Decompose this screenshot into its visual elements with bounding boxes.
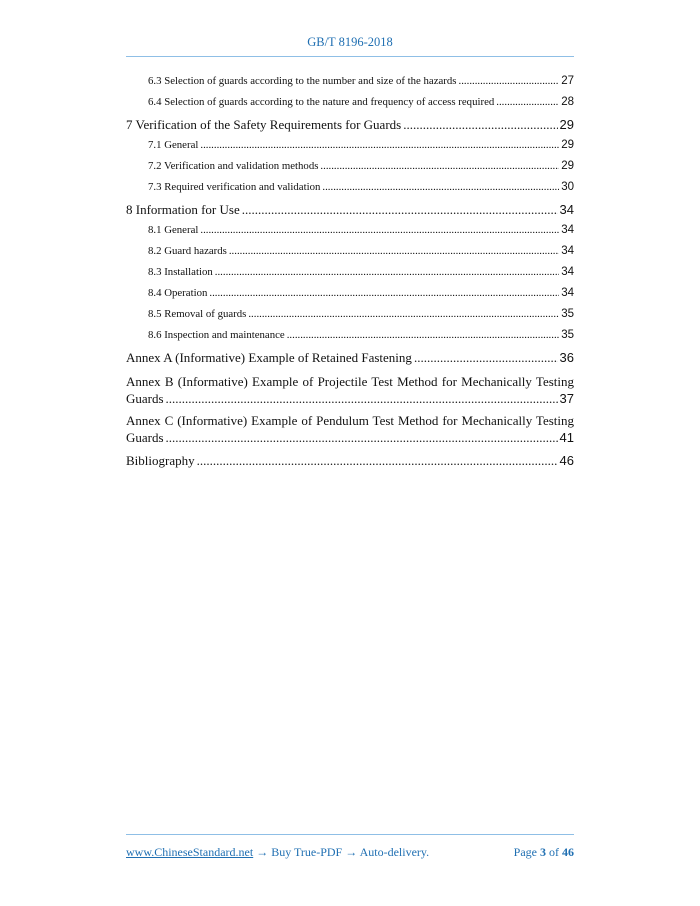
doc-id: GB/T 8196-2018 [307, 35, 393, 49]
toc-entry-7-3[interactable] [126, 177, 574, 198]
toc-entry-8-3[interactable] [126, 262, 574, 283]
dot-leader [197, 451, 558, 471]
auto-delivery-text: Auto-delivery. [359, 845, 430, 859]
header-divider [126, 56, 574, 57]
toc-entry-page: 35 [561, 329, 574, 341]
toc-entry-page: 37 [559, 391, 574, 406]
dot-leader [496, 92, 559, 113]
dot-leader [242, 200, 558, 220]
document-footer [126, 845, 574, 860]
toc-entry-8[interactable] [126, 200, 574, 220]
dot-leader [403, 115, 557, 135]
toc-entry-page: 34 [559, 202, 574, 217]
page-label: Page [513, 845, 537, 859]
toc-entry-8-6[interactable] [126, 325, 574, 346]
toc-entry-6-3[interactable] [126, 71, 574, 92]
toc-entry-title: 8.5 Removal of guards [148, 308, 247, 320]
toc-entry-page: 34 [561, 266, 574, 278]
dot-leader [200, 135, 559, 156]
toc-entry-page: 35 [561, 308, 574, 320]
page-counter [514, 845, 574, 860]
toc-entry-page: 34 [561, 245, 574, 257]
toc-entry-page: 30 [561, 181, 574, 193]
arrow-right-icon: → [256, 845, 269, 859]
toc-entry-title: Annex A (Informative) Example of Retained Fastening [126, 350, 412, 365]
dot-leader [287, 325, 559, 346]
toc-entry-title: 8.1 General [148, 224, 199, 236]
toc-entry-title: 8.6 Inspection and maintenance [148, 329, 285, 341]
table-of-contents [126, 71, 574, 471]
toc-entry-title: Annex C (Informative) Example of Pendulum Test Method for Mechanically Testing [126, 413, 574, 428]
toc-entry-7-1[interactable] [126, 135, 574, 156]
toc-entry-page: 29 [559, 117, 574, 132]
dot-leader [166, 429, 558, 446]
toc-entry-page: 41 [559, 430, 574, 445]
dot-leader [229, 241, 559, 262]
of-label: of [549, 845, 559, 859]
footer-divider [126, 834, 574, 835]
toc-entry-page: 29 [561, 160, 574, 172]
toc-entry-annex-b[interactable] [126, 373, 574, 407]
toc-entry-page: 34 [561, 224, 574, 236]
toc-entry-title: 7 Verification of the Safety Requirements for Guards [126, 117, 402, 132]
toc-entry-page: 36 [559, 350, 574, 365]
dot-leader [209, 283, 559, 304]
buy-pdf-text: Buy True-PDF [271, 845, 343, 859]
toc-entry-title: 6.3 Selection of guards according to the number and size of the hazards [148, 75, 457, 87]
toc-entry-title-continued: Guards [126, 391, 164, 406]
toc-entry-annex-a[interactable] [126, 348, 574, 368]
toc-entry-6-4[interactable] [126, 92, 574, 113]
current-page: 3 [540, 845, 546, 859]
arrow-right-icon: → [345, 845, 358, 859]
toc-entry-title: Bibliography [126, 453, 195, 468]
toc-entry-annex-c[interactable] [126, 412, 574, 446]
toc-entry-page: 28 [561, 96, 574, 108]
toc-entry-title: 8.4 Operation [148, 287, 208, 299]
toc-entry-page: 46 [559, 453, 574, 468]
dot-leader [200, 220, 559, 241]
toc-entry-8-5[interactable] [126, 304, 574, 325]
toc-entry-title: 8.3 Installation [148, 266, 213, 278]
dot-leader [166, 390, 558, 407]
toc-entry-8-1[interactable] [126, 220, 574, 241]
dot-leader [322, 177, 559, 198]
toc-entry-page: 27 [561, 75, 574, 87]
dot-leader [320, 156, 559, 177]
document-header [0, 35, 700, 50]
toc-entry-title: 7.1 General [148, 139, 199, 151]
footer-promo [126, 845, 429, 860]
toc-entry-7[interactable] [126, 115, 574, 135]
website-link[interactable]: www.ChineseStandard.net [126, 845, 254, 859]
toc-entry-bibliography[interactable] [126, 451, 574, 471]
toc-entry-title: 7.2 Verification and validation methods [148, 160, 319, 172]
total-pages: 46 [562, 845, 574, 859]
dot-leader [459, 71, 560, 92]
toc-entry-7-2[interactable] [126, 156, 574, 177]
toc-entry-title: 8 Information for Use [126, 202, 240, 217]
toc-entry-title: 7.3 Required verification and validation [148, 181, 321, 193]
toc-entry-page: 34 [561, 287, 574, 299]
toc-entry-title-continued: Guards [126, 430, 164, 445]
dot-leader [215, 262, 559, 283]
dot-leader [248, 304, 559, 325]
toc-entry-page: 29 [561, 139, 574, 151]
dot-leader [414, 348, 558, 368]
toc-entry-8-2[interactable] [126, 241, 574, 262]
toc-entry-title: Annex B (Informative) Example of Projectile Test Method for Mechanically Testing [126, 374, 574, 389]
toc-entry-8-4[interactable] [126, 283, 574, 304]
toc-entry-title: 6.4 Selection of guards according to the nature and frequency of access required [148, 96, 495, 108]
toc-entry-title: 8.2 Guard hazards [148, 245, 227, 257]
